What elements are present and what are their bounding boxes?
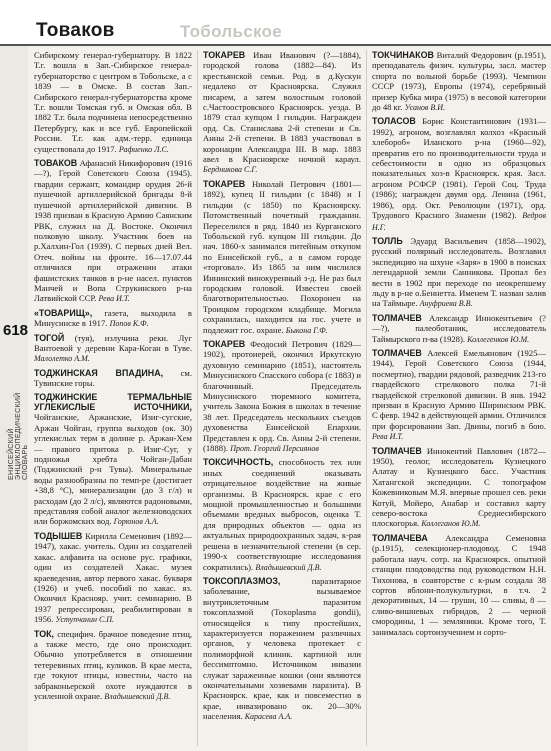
entry-body: см. Тувинские горы. (34, 367, 192, 389)
entry-author: Горюнов А.А. (113, 517, 159, 527)
entry-body: Сибирскому генерал-губернатору. В 1822 Т.г. вошла в Зап.-Сибирское генерал-губернаторство с центром в Тобольске, а с 1839 — в Омске. В состав Зап.-Сибирского генерал-губернаторства кроме Т.г. вошли Томская губ. и Омская обл. В 1882 Т.г. была подчинена непосредственно Петербургу, как и все губ. Европейской России. Т.г. как адм.-терр. единица существовала до 1917. (34, 50, 192, 154)
dictionary-entry (372, 446, 546, 530)
header-rule (0, 44, 551, 46)
entry-body: Афанасий Никифорович (1916—?), Герой Советского Союза (1945). гвардии сержант, командир орудия 26-й пушечной артиллерийской бригады 8-й пушечной артиллерийской дивизии. В 1938 призван в Красную Армию Саянским РВК, служил на Д. Востоке. Окончил полковую школу. Участник боев на р.Халхин-Гол (1939). С первых дней Вел. Отеч. войны на фронте. 16—17.07.44 отличился при отражении атаки фашистских танков в р-не насел. пунктов Манчей и Вопа Струкинского р-на Латвийской ССР. (34, 158, 192, 304)
entry-author: Быкона Г.Ф. (285, 325, 328, 335)
entry-body: Чойганские, Аржанские, Изиг-сугские, Аржан Чойган, группа выходов (ок. 30) углекислых терм в долине р. Аржан-Хем — правого притока р. Изиг-Суг, у подножья хребта Чойган-Дабан (Тоджинский р-н Тувы). Минеральные воды разнообразны по темп-ре (достигает +38,8 °С), минерализации (до 3 г/л) и расходам (до 2 л/с), являются радоновыми, представляя собой аналог железноводских или боржомских вод. (34, 412, 192, 527)
entry-body: Алексей Емельянович (1925—1944), Герой Советского Союза (1944, посмертно), гвардии рядовой, разведчик 213-го гвардейского стрелкового полка 71-й гвардейской стрелковой дивизии. В янв. 1942 призван в Красную Армию Ширинским РВК. С февр. 1942 в действующей армии. Отличился при форсировании Зап. Двины, погиб в бою. (372, 347, 546, 431)
dictionary-entry (34, 158, 192, 305)
column-divider (366, 50, 367, 746)
entry-body: Борис Константинович (1931—1992), агроном, возглавлял колхоз «Красный хлебороб» Иланского р-на (1960—92), превратив его по производительности труда и себестоимости в одно из образцовых показательных хоз-в Красноярск. края. Засл. агроном РСФСР (1981). Герой Соц. Труда (1986); награжден двумя орд. Ленина (1961, 1986), орд. Окт. Революции (1971), орд. Трудового Красного Знамени (1982). (372, 116, 546, 221)
entry-body: Александра Семеновна (р.1915), селекционер-плодовод. С 1948 работала науч. сотр. на Красноярск. опытной станции плодоводства под руководством Н.Н. Тихонова, в соавторстве с к-рым создала 38 сортов яблони-полукультурки, в т.ч. 2 декоративных, 14 — груши, 10 — сливы, 8 — сливо-вишневых гибридов, 2 — черной смородины, 1 — земляники. Кроме того, Т. занималась сортоизучением и сорто- (372, 532, 546, 637)
entry-headword: ТОЛМАЧЕВ (372, 445, 422, 456)
text-column-1 (34, 50, 192, 746)
dictionary-entry (34, 392, 192, 528)
entry-body: Кирилла Семенович (1892—1947), хакас. учитель. Один из создателей хакас. алфавита на основе рус. графики, один из создателей Хакас. музея краеведения, автор первого хакас. букваря (1926) и учеб. пособий по хакас. яз. Окончил Краснояр. учит. семинарию. В 1937 репрессирован, реабилитирован в 1956. (34, 530, 192, 625)
entry-author: Ведров Н.Г. (372, 211, 546, 232)
entry-body: Иннокентий Павлович (1872—1950), геолог, исследователь Кузнецкого Алатау и Кузнецкого басс. Участник Хатангской экспедиции. С топографом Кожевниковым М.Я. впервые прошел сев. реки Котуй, Мойеро, Анабар и составил карту северо-востока Среднесибирского плоскогорья. (372, 445, 546, 529)
entry-headword: ТОДЖИНСКАЯ ВПАДИНА, (34, 367, 164, 378)
dictionary-entry (34, 308, 192, 330)
running-head-title: Товаков (36, 20, 115, 41)
dictionary-entry (34, 50, 192, 155)
entry-author: Владышевский Д.В. (255, 562, 322, 572)
dictionary-entry (372, 50, 546, 113)
entry-headword: ТОК, (34, 628, 54, 639)
entry-headword: ТОВАКОВ (34, 158, 78, 169)
entry-body: Феодосий Петрович (1829—1902), протоиерей, окончил Иркутскую духовную семинарию (1851), настоятель Минусинского Спасского собора (с 1883) и благочинный. Председатель Минусинского тюремного комитета, учитель Закона Божия в школах в течение 38 лет. Председатель нескольких съездов духовенства Енисейской Епархии. Представлен к орд. Св. Анны 2-й степени. (1888). (203, 338, 361, 454)
entry-body: специфич. брачное поведение птиц, а также место, где оно происходит. Обычно употребляется в отношении тетеревиных птиц, куликов. В крае места, где токуют птицы, известны, часто на забраконьерской охоте нуждаются в усиленной охране. (34, 628, 192, 701)
page-number: 618 (3, 322, 29, 339)
entry-author: Рева И.Т. (98, 294, 130, 304)
entry-author: Усанов В.И. (404, 103, 446, 113)
side-caption-line: ЕНИСЕЙСКИЙ (8, 428, 15, 480)
column-divider (197, 50, 198, 746)
dictionary-entry (203, 179, 361, 336)
entry-headword: ТОЛАСОВ (372, 116, 416, 127)
dictionary-entry (203, 50, 361, 176)
entry-headword: ТОЛМАЧЕВ (372, 312, 422, 323)
entry-author: Коллеганов Ю.М. (421, 519, 481, 529)
entry-headword: ТОЛЛЬ (372, 235, 403, 246)
entry-body: Эдуард Васильевич (1858—1902), русский полярный исследователь. Возглавил экспедицию на шхуне «Заря» в 1900 в поисках легендарной земли Санникова. Пропал без вести в 1902 при переходе по неокрепшему льду в р-не о.Беннетта. Именем Т. назван залив на Таймыре. (372, 235, 546, 309)
entry-author: Попов К.Ф. (109, 319, 149, 329)
entry-body: способность тех или иных соединений оказывать отрицательное воздействие на живые организмы. В Красноярск. крае с его мощной промышленностью и большими объемами вредных выбросов, оценка Т. для природных объектов — одна из актуальных природоохранных задач, к-рая решена в незначительной степени (в сер. 1990-х соответствующие исследования сократились). (203, 457, 361, 572)
entry-headword: ТОДЖИНСКИЕ ТЕРМАЛЬНЫЕ УГЛЕКИСЛЫЕ ИСТОЧНИКИ, (34, 391, 192, 412)
entry-author: Малолетко А.М. (34, 354, 90, 364)
entry-body: (туя), излучина реки. Луг Вантоевой у деревни Кара-Коган в Туве. (34, 332, 192, 353)
side-caption (8, 392, 29, 480)
entry-author: Прот. Георгий Персиянов (230, 444, 319, 454)
entry-body: газета, выходила в Минусинске в 1917. (34, 307, 192, 329)
entry-body: Николай Петрович (1801—1892), купец II гильдии (с 1848) и I гильдии (с 1850) по Красноярску. Потомственный почетный гражданин. Переселился в ряд. 1840 из Курганского Тобольской губ. купцом III гильдии. До нач. 1860-х занимался питейным откупом по Енисейской губ., а в самом городе «торговал». Из 1865 за ним числился Иннинский винокуренный з-д. Не раз был городским головой. Известен своей благотворительностью. Похоронен на Троицком городском кладбище. Могила сохранилась, находится на гос. учете и подлежит гос. охране. (203, 178, 361, 335)
entry-headword: ТОКАРЕВ (203, 338, 246, 349)
entry-headword: ТОГОЙ (34, 332, 65, 343)
dictionary-entry (372, 236, 546, 310)
dictionary-entry (372, 533, 546, 637)
entry-author: Уступчанин С.П. (55, 615, 115, 625)
entry-author: Бердникова С.Г. (203, 165, 258, 175)
entry-headword: ТОЛМАЧЕВА (372, 532, 428, 543)
entry-author: Рева И.Т. (372, 432, 404, 442)
entry-headword: ТОДЫШЕВ (34, 530, 83, 541)
entry-headword: ТОКАРЕВ (203, 178, 246, 189)
entry-headword: ТОЛМАЧЕВ (372, 347, 422, 358)
entry-headword: ТОКСОПЛАЗМОЗ, (203, 575, 281, 586)
dictionary-entry (372, 348, 546, 443)
running-head-ghost: Тобольское (180, 22, 282, 41)
dictionary-entry (372, 313, 546, 345)
dictionary-entry (34, 368, 192, 389)
entry-author: Владышевский Д.В. (104, 691, 171, 701)
entry-author: Ануфриева В.В. (419, 299, 473, 309)
side-caption-line: СЛОВАРЬ (22, 444, 29, 480)
entry-body: паразитарное заболевание, вызываемое внутриклеточным паразитом токсоплазмой (Toxoplasma gondii), относящейся к типу простейших, характеризуется поражением различных органов, у человека протекает с полиморфной клиник. картиной или бессимптомно. Источником инвазии служат зараженные кошки (они являются окончательными хозяевами паразита). В Красноярск. крае, как и повсеместно в крае, инвазировано ок. 20—30% населения. (203, 575, 361, 722)
entry-body: Иван Иванович (?—1884), городской голова (1882—84). Из крестьянской семьи. Род. в д.Кускун недалеко от Красноярска. Служил писарем, а затем волостным головой с.Частоостровского Красноярск. уезда. В 1879 стал купцом I гильдии. Награжден орд. Св. Станислава 2-й степени и Св. Анны 2-й степени. В 1883 участвовал в коронации Александра III. В мар. 1883 авел в Красноярске ночной караул. (203, 50, 361, 165)
dictionary-entry (34, 629, 192, 703)
dictionary-entry (203, 339, 361, 454)
entry-headword: ТОКСИЧНОСТЬ, (203, 457, 274, 468)
entry-headword: ТОКЧИНАКОВ (372, 50, 434, 60)
entry-headword: «ТОВАРИЩ», (34, 307, 93, 318)
dictionary-entry (34, 333, 192, 365)
dictionary-entry (203, 457, 361, 572)
text-column-2 (203, 50, 361, 746)
entry-body: Виталий Федорович (р.1951), преподаватель физич. культуры, засл. мастер спорта по вольной борьбе (1993). Чемпион СССР (1973), Европы (1974), серебряный призер Кубка мира (1975) в весовой категории до 48 кг. (372, 50, 546, 113)
entry-headword: ТОКАРЕВ (203, 50, 246, 60)
dictionary-entry (203, 576, 361, 723)
entry-body: Александр Иннокентьевич (?—?), палеоботаник, исследователь Таймырского п-ва (1928). (372, 312, 546, 344)
entry-author: Рафиенко Л.С. (118, 144, 169, 154)
entry-author: Карасева А.А. (244, 712, 293, 722)
entry-author: Коллегенков Ю.М. (467, 334, 530, 344)
page-header (0, 0, 551, 46)
text-column-3 (372, 50, 546, 746)
dictionary-entry (34, 531, 192, 626)
dictionary-entry (372, 116, 546, 232)
side-caption-line: ЭНЦИКЛОПЕДИЧЕСКИЙ (15, 392, 22, 480)
